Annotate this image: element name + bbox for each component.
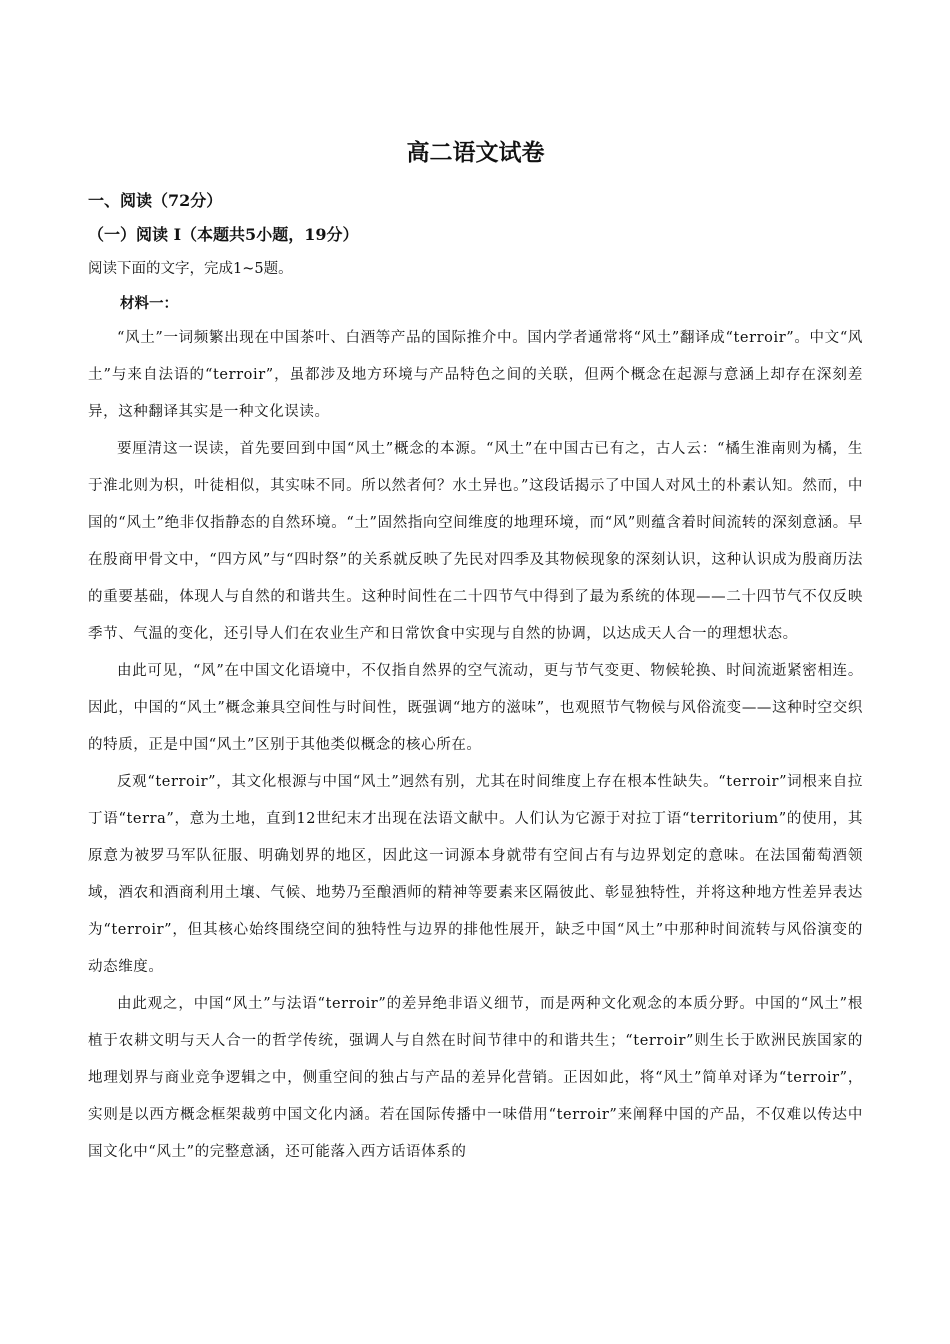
material-label: 材料一：: [120, 295, 178, 312]
paragraph: 反观“terroir”，其文化根源与中国“风土”迥然有别，尤其在时间维度上存在根本性缺失。“terroir”词根来自拉丁语“terra”，意为土地，直到12世纪末才出现在法语文献中。人们认为它源于对拉丁语“territorium”的使用，其原意为被罗马军队征服、明确划界的地区，因此这一词源本身就带有空间占有与边界划定的意味。在法国葡萄酒领域，酒农和酒商利用土壤、气候、地势乃至酿酒师的精神等要素来区隔彼此、彰显独特性，并将这种地方性差异表达为“terroir”，但其核心始终围绕空间的独特性与边界的排他性展开，缺乏中国“风土”中那种时间流转与风俗演变的动态维度。: [88, 774, 863, 975]
paragraph: 由此可见，“风”在中国文化语境中，不仅指自然界的空气流动，更与节气变更、物候轮换、时间流逝紧密相连。因此，中国的“风土”概念兼具空间性与时间性，既强调“地方的滋味”，也观照节气物候与风俗流变——这种时空交织的特质，正是中国“风土”区别于其他类似概念的核心所在。: [88, 663, 863, 753]
paragraph: “风土”一词频繁出现在中国茶叶、白酒等产品的国际推介中。国内学者通常将“风土”翻译成“terroir”。中文“风土”与来自法语的“terroir”，虽都涉及地方环境与产品特色之间的关联，但两个概念在起源与意涵上却存在深刻差异，这种翻译其实是一种文化误读。: [88, 330, 863, 420]
paragraph: 要厘清这一误读，首先要回到中国“风土”概念的本源。“风土”在中国古已有之，古人云：“橘生淮南则为橘，生于淮北则为枳，叶徒相似，其实味不同。所以然者何？水土异也。”这段话揭示了中国人对风土的朴素认知。然而，中国的“风土”绝非仅指静态的自然环境。“土”固然指向空间维度的地理环境，而“风”则蕴含着时间流转的深刻意涵。早在殷商甲骨文中，“四方风”与“四时祭”的关系就反映了先民对四季及其物候现象的深刻认识，这种认识成为殷商历法的重要基础，体现人与自然的和谐共生。这种时间性在二十四节气中得到了最为系统的体现——二十四节气不仅反映季节、气温的变化，还引导人们在农业生产和日常饮食中实现与自然的协调，以达成天人合一的理想状态。: [88, 441, 863, 642]
paragraph: 由此观之，中国“风土”与法语“terroir”的差异绝非语义细节，而是两种文化观念的本质分野。中国的“风土”根植于农耕文明与天人合一的哲学传统，强调人与自然在时间节律中的和谐共生；“terroir”则生长于欧洲民族国家的地理划界与商业竞争逻辑之中，侧重空间的独占与产品的差异化营销。正因如此，将“风土”简单对译为“terroir”，实则是以西方概念框架裁剪中国文化内涵。若在国际传播中一味借用“terroir”来阐释中国的产品，不仅难以传达中国文化中“风土”的完整意涵，还可能落入西方话语体系的: [88, 996, 863, 1160]
exam-title: 高二语文试卷: [406, 139, 545, 166]
reading-instruction: 阅读下面的文字，完成1~5题。: [88, 261, 293, 277]
exam-page: [88, 136, 863, 1171]
section-heading: 一、阅读（72分）: [88, 191, 223, 210]
subsection-heading: （一）阅读 I（本题共5小题，19分）: [88, 225, 359, 244]
